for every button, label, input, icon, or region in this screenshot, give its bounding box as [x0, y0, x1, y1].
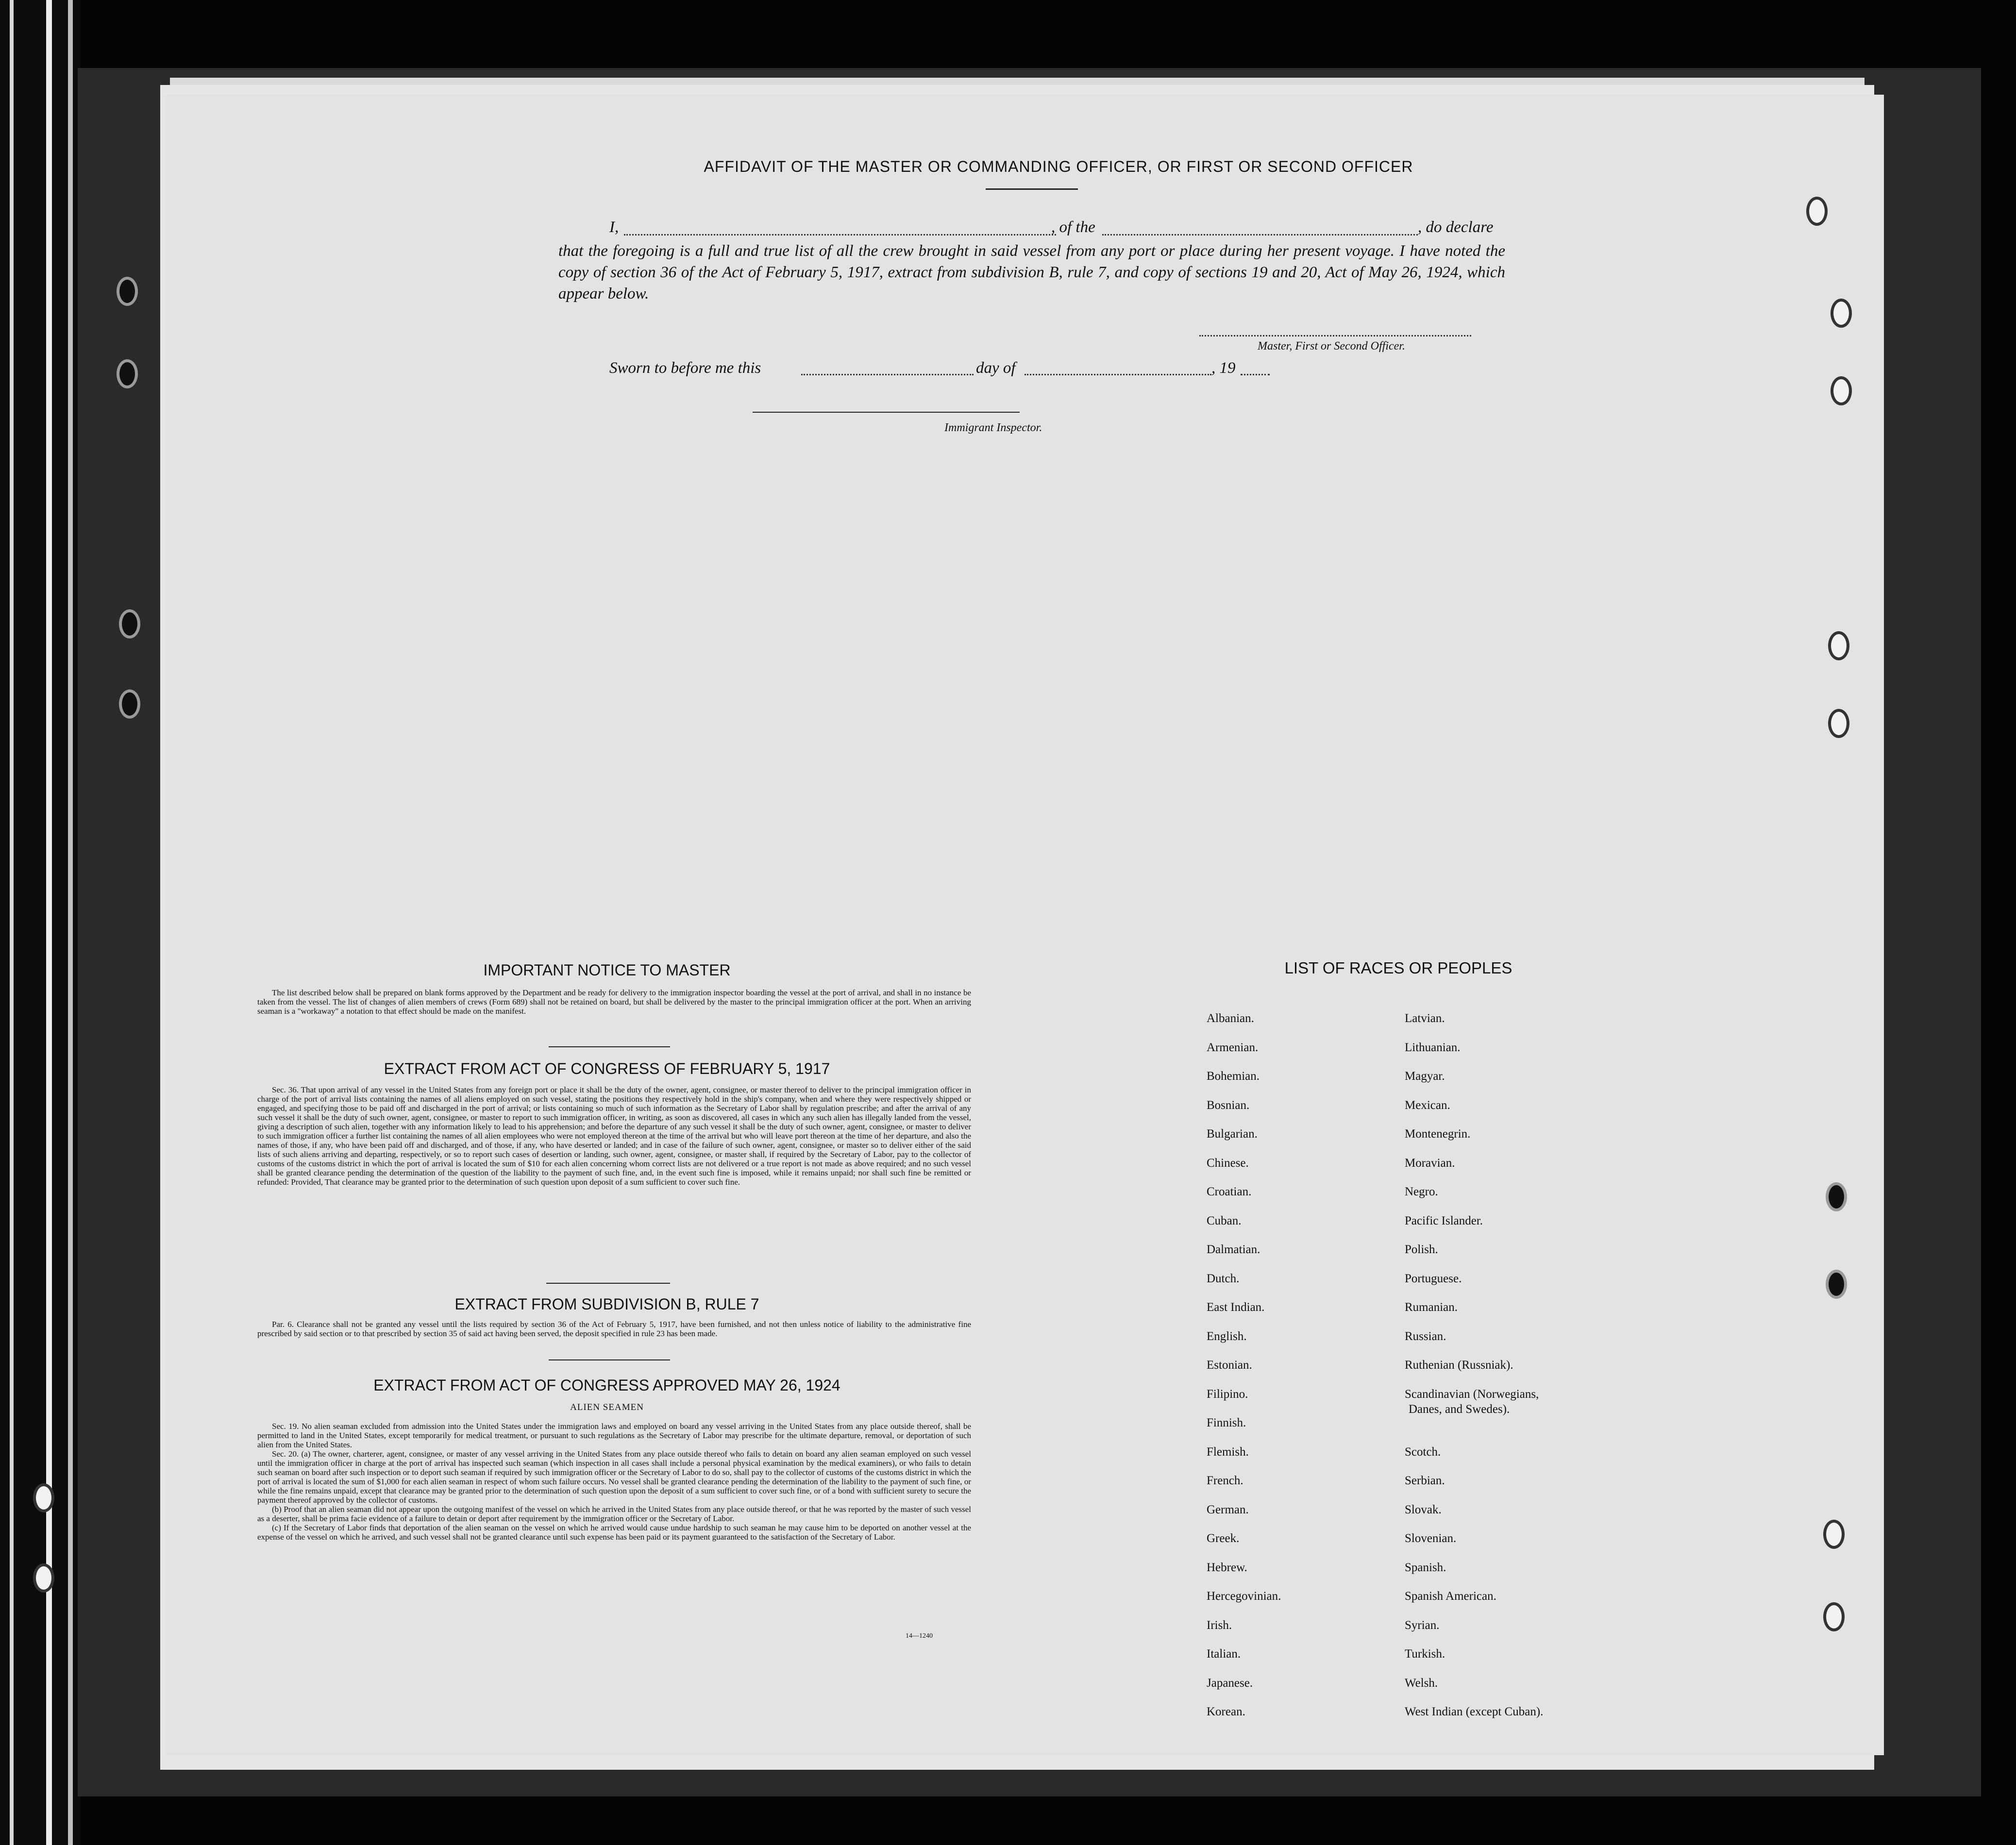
- race-item: Russian.: [1405, 1329, 1446, 1343]
- race-item: Dalmatian.: [1207, 1243, 1260, 1256]
- race-item: Flemish.: [1207, 1445, 1249, 1459]
- race-item: Filipino.: [1207, 1387, 1248, 1401]
- sworn-month-field[interactable]: [1025, 374, 1211, 375]
- race-item: Korean.: [1207, 1705, 1245, 1718]
- race-item: Hebrew.: [1207, 1560, 1247, 1574]
- race-item: Slovenian.: [1405, 1532, 1457, 1545]
- binder-edge-left: [10, 0, 14, 1845]
- master-signature-field[interactable]: [1199, 335, 1471, 336]
- extract-1924-title: EXTRACT FROM ACT OF CONGRESS APPROVED MAY 26, 1924: [373, 1376, 840, 1394]
- section-20b-paragraph: (b) Proof that an alien seaman did not appear upon the outgoing manifest of the vessel on which he arrived in the United States from any place outside thereof, or that he was reported by the master of such vessel as a deserter, shall be prima facie evidence of a failure to detain or deport after requirement by the immigration officer or the Secretary of Labor.: [257, 1505, 971, 1523]
- sworn-year-field[interactable]: [1241, 374, 1270, 375]
- punch-hole: [119, 609, 140, 638]
- inspector-signature-line[interactable]: [753, 412, 1020, 413]
- race-item: Cuban.: [1207, 1214, 1242, 1227]
- race-item: Italian.: [1207, 1647, 1241, 1660]
- race-item: West Indian (except Cuban).: [1405, 1705, 1544, 1718]
- declarant-name-field[interactable]: [624, 234, 1056, 235]
- notice-paragraph: The list described below shall be prepared on blank forms approved by the Department and be ready for delivery to the immigration inspector boarding the vessel at the port of arrival, and shall in no instance be taken from the vessel. The list of changes of alien members of crews (Form 689) shall not be retained on board, but shall be delivered by the master to the principal immigration officer at the port. When an arriving seaman is a "workaway" a notation to that effect should be made on the manifest.: [257, 988, 971, 1016]
- race-item: Finnish.: [1207, 1416, 1246, 1429]
- race-item: Negro.: [1405, 1185, 1438, 1198]
- race-item: Irish.: [1207, 1618, 1232, 1632]
- extract-1917-title: EXTRACT FROM ACT OF CONGRESS OF FEBRUARY 5, 1917: [384, 1060, 830, 1077]
- affidavit-title: AFFIDAVIT OF THE MASTER OR COMMANDING OFFICER, OR FIRST OR SECOND OFFICER: [704, 158, 1413, 175]
- race-item: Mexican.: [1405, 1098, 1450, 1112]
- punch-hole: [1831, 299, 1852, 328]
- race-item: Magyar.: [1405, 1070, 1445, 1083]
- race-item: English.: [1207, 1329, 1247, 1343]
- race-item: Serbian.: [1405, 1474, 1445, 1487]
- day-of-label: day of: [976, 359, 1016, 377]
- punch-hole: [1823, 1520, 1845, 1549]
- notice-title: IMPORTANT NOTICE TO MASTER: [483, 961, 731, 979]
- declare-label: , do declare: [1418, 218, 1494, 236]
- race-item: Spanish American.: [1405, 1590, 1496, 1603]
- year-label: , 19: [1211, 359, 1236, 377]
- race-item: Spanish.: [1405, 1560, 1446, 1574]
- binder-ring-hole: [33, 1563, 54, 1593]
- master-caption: Master, First or Second Officer.: [1258, 340, 1405, 352]
- race-item: Slovak.: [1405, 1503, 1442, 1516]
- paragraph-6: Par. 6. Clearance shall not be granted any vessel until the lists required by section 36 of the Act of February 5, 1917, have been furnished, and not then unless notice of liability to the administrative fine prescribed by said section or to that prescribed by section 35 of said act having been served, the deposit specified in rule 23 has been made.: [257, 1320, 971, 1338]
- race-item: Armenian.: [1207, 1040, 1259, 1054]
- vessel-name-field[interactable]: [1102, 234, 1418, 235]
- race-item: Pacific Islander.: [1405, 1214, 1483, 1227]
- race-item: Danes, and Swedes).: [1409, 1403, 1510, 1416]
- punch-hole: [119, 689, 140, 719]
- binder-edge-right: [68, 0, 73, 1845]
- form-number: 14—1240: [906, 1632, 933, 1640]
- race-item: Portuguese.: [1405, 1272, 1462, 1285]
- vessel-label: , of the: [1051, 218, 1095, 236]
- race-item: Syrian.: [1405, 1618, 1440, 1632]
- race-item: German.: [1207, 1503, 1249, 1516]
- punch-hole: [1806, 197, 1828, 226]
- race-item: Rumanian.: [1405, 1301, 1458, 1314]
- punch-hole: [1823, 1602, 1845, 1631]
- race-item: Albanian.: [1207, 1012, 1254, 1025]
- extract-1924-text: [257, 1422, 971, 1542]
- affidavit-statement: that the foregoing is a full and true list of all the crew brought in said vessel from any port or place during her present voyage. I have noted the copy of section 36 of the Act of February 5, 1917, extract from subdivision B, rule 7, and copy of sections 19 and 20, Act of May 26, 1924, which appear below.: [558, 242, 1505, 302]
- extract-rule7-text: [257, 1320, 971, 1338]
- punch-hole: [117, 277, 138, 306]
- section-divider: [546, 1283, 670, 1284]
- punch-hole: [1828, 709, 1849, 738]
- race-item: Chinese.: [1207, 1156, 1249, 1170]
- race-item: Scotch.: [1405, 1445, 1441, 1459]
- extract-1917-text: [257, 1085, 971, 1187]
- race-item: Bosnian.: [1207, 1098, 1250, 1112]
- race-item: Lithuanian.: [1405, 1040, 1461, 1054]
- notice-text: [257, 988, 971, 1016]
- race-item: Welsh.: [1405, 1676, 1438, 1690]
- race-item: Japanese.: [1207, 1676, 1253, 1690]
- punch-hole: [1826, 1182, 1847, 1211]
- punch-hole: [1828, 631, 1849, 660]
- race-item: East Indian.: [1207, 1301, 1265, 1314]
- race-item: Greek.: [1207, 1532, 1240, 1545]
- race-item: Ruthenian (Russniak).: [1405, 1359, 1513, 1372]
- title-underline: [986, 188, 1078, 190]
- races-column-2: [1405, 1011, 1543, 1734]
- sworn-day-field[interactable]: [801, 374, 974, 375]
- race-item: Bulgarian.: [1207, 1127, 1258, 1141]
- section-20a-paragraph: Sec. 20. (a) The owner, charterer, agent, consignee, or master of any vessel arriving in the United States from any place outside thereof who fails to detain on board any alien seaman employed on such vessel until the immigration officer in charge at the port of arrival has inspected such seaman (which inspection in all cases shall include a personal physical examination by the medical examiners), or who fails to detain such seaman on board after such inspection or to deport such seaman if required by such immigration officer or the Secretary of Labor to do so, shall pay to the collector of customs of the customs district in which the port of arrival is located the sum of $1,000 for each alien seaman in respect of whom such failure occurs. No vessel shall be granted clearance pending the determination of the liability to the payment of such fine, or while the fine remains unpaid, except that clearance may be granted prior to the determination of such question upon the deposit of a sum sufficient to cover such fine, or of a bond with sufficient surety to secure the payment thereof approved by the collector of customs.: [257, 1449, 971, 1505]
- alien-seamen-heading: ALIEN SEAMEN: [570, 1402, 644, 1412]
- section-19-paragraph: Sec. 19. No alien seaman excluded from admission into the United States under the immigration laws and employed on board any vessel arriving in the United States from any place outside thereof, shall be permitted to land in the United States, except temporarily for medical treatment, or pursuant to such regulations as the Secretary of Labor may prescribe for the ultimate departure, removal, or deportation of such alien from the United States.: [257, 1422, 971, 1449]
- section-divider: [549, 1359, 670, 1360]
- race-item: Bohemian.: [1207, 1070, 1260, 1083]
- race-item: Turkish.: [1405, 1647, 1445, 1660]
- declarant-label: I,: [609, 218, 619, 236]
- punch-hole: [117, 359, 138, 388]
- race-item: Estonian.: [1207, 1359, 1252, 1372]
- race-item: Scandinavian (Norwegians,: [1405, 1387, 1539, 1401]
- sworn-label: Sworn to before me this: [609, 359, 761, 377]
- race-item: Latvian.: [1405, 1012, 1445, 1025]
- inspector-caption: Immigrant Inspector.: [944, 421, 1042, 434]
- races-title: LIST OF RACES OR PEOPLES: [1284, 959, 1512, 977]
- race-item: Moravian.: [1405, 1156, 1455, 1170]
- race-item: Montenegrin.: [1405, 1127, 1471, 1141]
- section-36-paragraph: Sec. 36. That upon arrival of any vessel in the United States from any foreign port or place it shall be the duty of the owner, agent, consignee, or master thereof to deliver to the principal immigration officer in charge of the port of arrival lists containing the names of all aliens employed on such vessel, stating the positions they respectively hold in the ship's company, when and where they were respectively shipped or engaged, and specifying those to be paid off and discharged in the port of arrival; or lists containing so much of such information as the Secretary of Labor shall by regulation prescribe; and after the arrival of any such vessel it shall be the duty of such owner, agent, consignee, or master to report to such immigration officer, in writing, as soon as discovered, all cases in which any such alien has illegally landed from the vessel, giving a description of such alien, together with any information likely to lead to his apprehension; and before the departure of any such vessel it shall be the duty of such owner, agent, consignee, or master to deliver to such immigration officer a further list containing the names of all alien employees who were not employed thereon at the time of the arrival but who will leave port thereon at the time of her departure, and also the names of those, if any, who have been paid off and discharged, and of those, if any, who have deserted or landed; and in case of the failure of such owner, agent, consignee, or master so to deliver either of the said lists of such aliens arriving and departing, respectively, or so to report such cases of desertion or landing, such owner, agent, consignee, or master shall, if required by the Secretary of Labor, pay to the collector of customs of the customs district in which the port of arrival is located the sum of $10 for each alien concerning whom correct lists are not delivered or a true report is not made as above required; and no such vessel shall be granted clearance pending the determination of the question of the liability to the payment of such fine, and, in the event such fine is imposed, while it remains unpaid; nor shall such fine be remitted or refunded: Provided, That clearance may be granted prior to the determination of such question upon deposit of a sum sufficient to cover such fine.: [257, 1085, 971, 1187]
- races-column-1: [1207, 1011, 1281, 1734]
- race-item: French.: [1207, 1474, 1243, 1487]
- race-item: Croatian.: [1207, 1185, 1252, 1198]
- binder-ring-hole: [33, 1483, 54, 1512]
- extract-rule7-title: EXTRACT FROM SUBDIVISION B, RULE 7: [454, 1295, 759, 1313]
- section-divider: [549, 1046, 670, 1047]
- race-item: Dutch.: [1207, 1272, 1240, 1285]
- punch-hole: [1826, 1270, 1847, 1299]
- race-item: Polish.: [1405, 1243, 1438, 1256]
- section-20c-paragraph: (c) If the Secretary of Labor finds that deportation of the alien seaman on the vessel on which he arrived would cause undue hardship to such seaman he may cause him to be deported on another vessel at the expense of the vessel on which he arrived, and such vessel shall not be granted clearance until such expense has been paid or its payment guaranteed to the satisfaction of the Secretary of Labor.: [257, 1523, 971, 1542]
- punch-hole: [1831, 376, 1852, 405]
- race-item: Hercegovinian.: [1207, 1590, 1281, 1603]
